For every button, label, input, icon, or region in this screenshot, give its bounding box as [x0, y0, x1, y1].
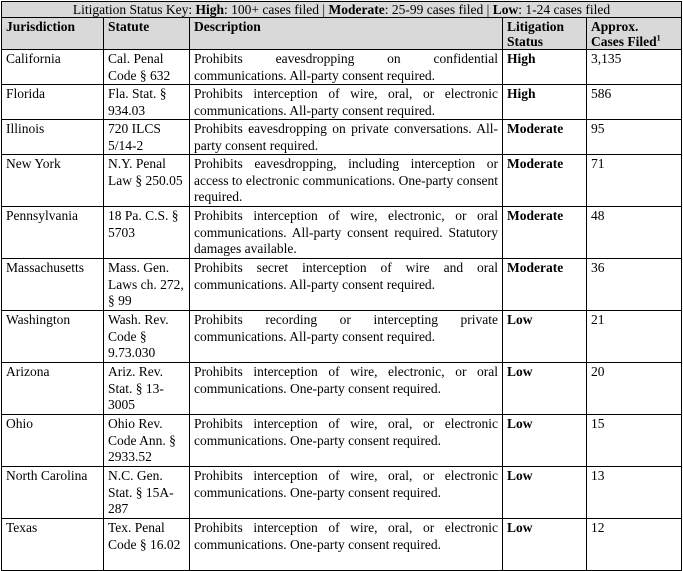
cell-cases: 36: [587, 259, 682, 311]
cell-description: Prohibits interception of wire, oral, or electronic communications. One-party consent required.: [190, 415, 503, 467]
cell-description: Prohibits interception of wire, oral, or electronic communications. One-party consent required.: [190, 519, 503, 571]
header-status-line2: Status: [507, 34, 544, 49]
cell-statute: Fla. Stat. § 934.03: [104, 85, 190, 120]
cell-statute: 720 ILCS 5/14-2: [104, 120, 190, 155]
cell-jurisdiction: Arizona: [2, 363, 104, 415]
table-row: [2, 50, 682, 85]
key-low-label: Low: [492, 2, 519, 17]
litigation-status-table: [1, 1, 682, 571]
cell-status: Moderate: [503, 259, 587, 311]
cell-description: Prohibits interception of wire, oral, or electronic communications. All-party consent required.: [190, 85, 503, 120]
key-intro: Litigation Status Key:: [72, 2, 196, 17]
cell-status: Low: [503, 311, 587, 363]
cell-description: Prohibits interception of wire, electronic, or oral communications. All-party consent required. Statutory damages available.: [190, 207, 503, 259]
cell-cases: 13: [587, 467, 682, 519]
cell-status: Low: [503, 363, 587, 415]
cell-statute: Cal. Penal Code § 632: [104, 50, 190, 85]
cell-statute: 18 Pa. C.S. § 5703: [104, 207, 190, 259]
cell-jurisdiction: New York: [2, 155, 104, 207]
table-row: [2, 120, 682, 155]
cell-statute: N.C. Gen. Stat. § 15A-287: [104, 467, 190, 519]
cell-status: Moderate: [503, 120, 587, 155]
header-description: Description: [190, 18, 503, 50]
cell-status: Moderate: [503, 207, 587, 259]
cell-status: Low: [503, 467, 587, 519]
key-moderate-label: Moderate: [328, 2, 385, 17]
cell-description: Prohibits recording or intercepting private communications. All-party consent required.: [190, 311, 503, 363]
table-row: [2, 155, 682, 207]
table-row: [2, 363, 682, 415]
key-high-label: High: [195, 2, 225, 17]
cell-cases: 15: [587, 415, 682, 467]
cell-statute: Wash. Rev. Code § 9.73.030: [104, 311, 190, 363]
header-row: [2, 18, 682, 50]
table-row: [2, 259, 682, 311]
footnote-marker: 1: [656, 33, 661, 43]
cell-status: Moderate: [503, 155, 587, 207]
table-row: [2, 519, 682, 571]
cell-jurisdiction: Texas: [2, 519, 104, 571]
cell-description: Prohibits eavesdropping on private conversations. All-party consent required.: [190, 120, 503, 155]
litigation-status-key: [2, 2, 682, 18]
cell-statute: Mass. Gen. Laws ch. 272, § 99: [104, 259, 190, 311]
cell-status: High: [503, 50, 587, 85]
cell-cases: 12: [587, 519, 682, 571]
cell-status: High: [503, 85, 587, 120]
header-status-line1: Litigation: [507, 19, 565, 34]
table-row: [2, 467, 682, 519]
cell-jurisdiction: Massachusetts: [2, 259, 104, 311]
cell-description: Prohibits interception of wire, electronic, or oral communications. One-party consent required.: [190, 363, 503, 415]
cell-status: Low: [503, 519, 587, 571]
cell-cases: 71: [587, 155, 682, 207]
table-row: [2, 207, 682, 259]
cell-cases: 95: [587, 120, 682, 155]
cell-jurisdiction: California: [2, 50, 104, 85]
cell-jurisdiction: Florida: [2, 85, 104, 120]
table-row: [2, 415, 682, 467]
header-cases-line2: Cases Filed: [591, 34, 657, 49]
cell-jurisdiction: Ohio: [2, 415, 104, 467]
cell-statute: Ariz. Rev. Stat. § 13-3005: [104, 363, 190, 415]
cell-cases: 48: [587, 207, 682, 259]
cell-jurisdiction: Pennsylvania: [2, 207, 104, 259]
cell-cases: 586: [587, 85, 682, 120]
cell-jurisdiction: Washington: [2, 311, 104, 363]
header-litigation-status: [503, 18, 587, 50]
cell-jurisdiction: North Carolina: [2, 467, 104, 519]
cell-statute: N.Y. Penal Law § 250.05: [104, 155, 190, 207]
header-cases-line1: Approx.: [591, 19, 639, 34]
cell-statute: Tex. Penal Code § 16.02: [104, 519, 190, 571]
cell-description: Prohibits interception of wire, oral, or electronic communications. One-party consent required.: [190, 467, 503, 519]
cell-cases: 21: [587, 311, 682, 363]
cell-jurisdiction: Illinois: [2, 120, 104, 155]
header-approx-cases: [587, 18, 682, 50]
cell-status: Low: [503, 415, 587, 467]
header-statute: Statute: [104, 18, 190, 50]
key-moderate-text: : 25-99 cases filed |: [384, 2, 493, 17]
key-low-text: : 1-24 cases filed: [518, 2, 611, 17]
cell-description: Prohibits eavesdropping on confidential communications. All-party consent required.: [190, 50, 503, 85]
table-row: [2, 311, 682, 363]
cell-cases: 20: [587, 363, 682, 415]
header-jurisdiction: Jurisdiction: [2, 18, 104, 50]
cell-cases: 3,135: [587, 50, 682, 85]
cell-statute: Ohio Rev. Code Ann. § 2933.52: [104, 415, 190, 467]
table-row: [2, 85, 682, 120]
key-high-text: : 100+ cases filed |: [224, 2, 329, 17]
cell-description: Prohibits secret interception of wire and oral communications. All-party consent required.: [190, 259, 503, 311]
cell-description: Prohibits eavesdropping, including interception or access to electronic communications. One-party consent required.: [190, 155, 503, 207]
